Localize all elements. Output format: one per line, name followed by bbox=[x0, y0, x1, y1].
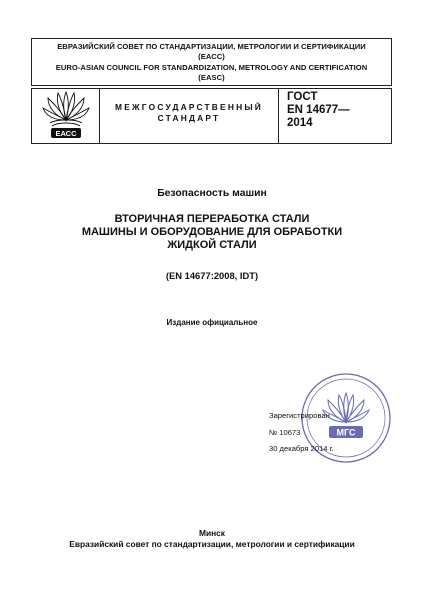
publisher-city: Минск bbox=[198, 528, 226, 538]
publisher-footer bbox=[0, 528, 424, 550]
eass-logo-icon bbox=[42, 90, 90, 142]
registration-label: Зарегистрирован bbox=[269, 411, 330, 420]
council-header-box bbox=[31, 38, 392, 86]
registration-number: № 10673 bbox=[269, 427, 301, 437]
gost-year: 2014 bbox=[287, 117, 313, 129]
edition-note: Издание официальное bbox=[166, 318, 258, 327]
publisher-name: Евразийский совет по стандартизации, метрологии и сертификации bbox=[69, 539, 355, 549]
council-name-en: EURO-ASIAN COUNCIL FOR STANDARDIZATION, METROLOGY AND CERTIFICATION bbox=[55, 62, 368, 72]
title-line-2: МАШИНЫ И ОБОРУДОВАНИЕ ДЛЯ ОБРАБОТКИ bbox=[81, 226, 343, 238]
gost-label: ГОСТ bbox=[287, 91, 318, 103]
registration-date: 30 декабря 2014 г. bbox=[269, 444, 334, 453]
council-abbr-ru: (ЕАСС) bbox=[198, 52, 225, 62]
council-abbr-en: (EASC) bbox=[198, 73, 225, 83]
registration-block bbox=[269, 408, 334, 458]
standard-type-cell bbox=[100, 89, 279, 143]
logo-text: ЕАСС bbox=[55, 129, 77, 138]
document-title bbox=[0, 213, 424, 252]
equivalence-reference: (EN 14677:2008, IDT) bbox=[165, 270, 259, 281]
stamp-text: МГС bbox=[336, 427, 356, 438]
standard-header-box bbox=[31, 88, 392, 144]
title-line-1: ВТОРИЧНАЯ ПЕРЕРАБОТКА СТАЛИ bbox=[114, 213, 310, 225]
standard-type-line1: МЕЖГОСУДАРСТВЕННЫЙ bbox=[115, 102, 263, 112]
council-name-ru: ЕВРАЗИЙСКИЙ СОВЕТ ПО СТАНДАРТИЗАЦИИ, МЕТРОЛОГИИ И СЕРТИФИКАЦИИ bbox=[57, 42, 366, 51]
standard-type-line2: СТАНДАРТ bbox=[157, 113, 221, 123]
gost-number: EN 14677— bbox=[287, 104, 350, 116]
logo-cell bbox=[32, 89, 100, 143]
gost-number-cell bbox=[279, 89, 391, 143]
title-line-3: ЖИДКОЙ СТАЛИ bbox=[167, 239, 257, 251]
document-subtitle: Безопасность машин bbox=[157, 188, 267, 199]
